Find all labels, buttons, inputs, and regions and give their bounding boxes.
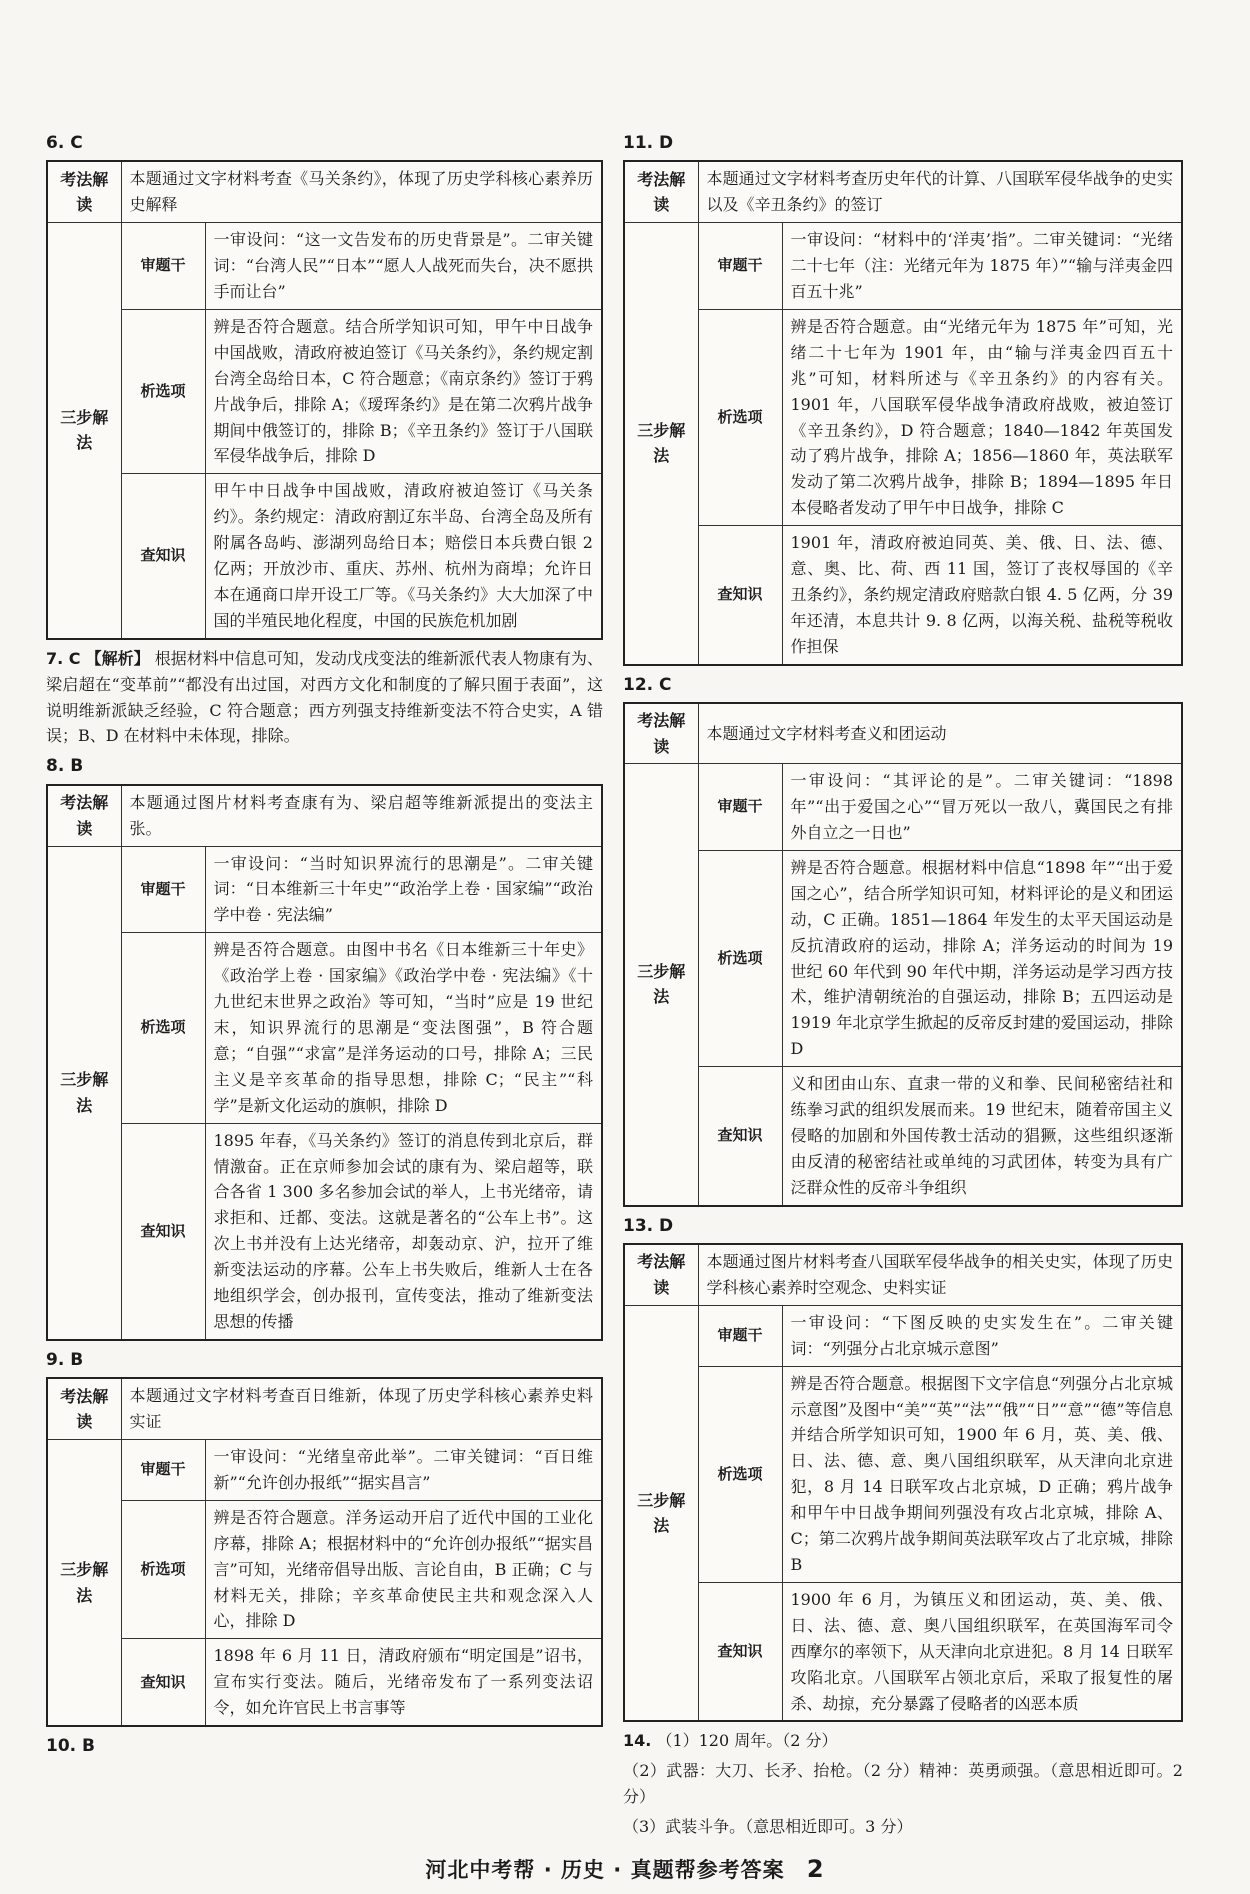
q13-table	[623, 1243, 1183, 1722]
chazhishi-label: 查知识	[121, 1639, 205, 1726]
footer-title: 河北中考帮 · 历史 · 真题帮参考答案	[425, 1858, 785, 1882]
q6-kaofa: 本题通过文字材料考查《马关条约》，体现了历史学科核心素养历史解释	[121, 161, 602, 222]
sanbu-label: 三步解法	[47, 1440, 121, 1727]
q14-line2: （2）武器：大刀、长矛、抬枪。（2 分）精神：英勇顽强。（意思相近即可。2 分）	[623, 1761, 1183, 1807]
q6-chazhishi: 甲午中日战争中国战败，清政府被迫签订《马关条约》。条约规定：清政府割辽东半岛、台湾全岛及所有附属各岛屿、澎湖列岛给日本；赔偿日本兵费白银 2 亿两；开放沙市、重庆、苏州、杭州为商埠；允许日本在通商口岸开设工厂等。《马关条约》大大加深了中国的半殖民地化程度，中国的民族危机加剧	[205, 474, 602, 639]
chazhishi-label: 查知识	[698, 526, 782, 665]
kaofa-label: 考法解读	[47, 785, 121, 846]
q10-head: 10. B	[46, 1736, 95, 1757]
q11-kaofa: 本题通过文字材料考查历史年代的计算、八国联军侵华战争的史实以及《辛丑条约》的签订	[698, 161, 1182, 222]
chazhishi-label: 查知识	[698, 1582, 782, 1721]
q12-shentigan: 一审设问：“其评论的是”。二审关键词：“1898 年”“出于爱国之心”“冒万死以一敌八，冀国民之有排外自立之一日也”	[782, 764, 1182, 851]
q11-xixuanxiang: 辨是否符合题意。由“光绪元年为 1875 年”可知，光绪二十七年为 1901 年，由“输与洋夷金四百五十兆”可知，材料所述与《辛丑条约》的内容有关。1901 年，八国联军侵华战争清政府战败，被迫签订《辛丑条约》，D 符合题意；1840—1842 年英国发动了鸦片战争，排除 A；1856—1860 年，英法联军发动了第二次鸦片战争，排除 B；1894—1895 年日本侵略者发动了甲午中日战争，排除 C	[782, 309, 1182, 525]
left-column	[46, 128, 603, 1763]
right-column	[623, 128, 1183, 1844]
chazhishi-label: 查知识	[698, 1067, 782, 1206]
q9-table	[46, 1377, 603, 1727]
shentigan-label: 审题干	[698, 764, 782, 851]
q13-kaofa: 本题通过图片材料考查八国联军侵华战争的相关史实，体现了历史学科核心素养时空观念、史料实证	[698, 1244, 1182, 1305]
q6-table	[46, 160, 603, 639]
shentigan-label: 审题干	[121, 223, 205, 310]
sanbu-label: 三步解法	[47, 223, 121, 639]
q8-table	[46, 784, 603, 1341]
q9-xixuanxiang: 辨是否符合题意。洋务运动开启了近代中国的工业化序幕，排除 A；根据材料中的“允许创办报纸”“据实昌言”可知，光绪帝倡导出版、言论自由，B 正确；C 与材料无关，排除；辛亥革命使民主共和观念深入人心，排除 D	[205, 1500, 602, 1639]
kaofa-label: 考法解读	[624, 1244, 698, 1305]
shentigan-label: 审题干	[121, 846, 205, 933]
q12-head: 12. C	[623, 674, 672, 695]
q8-chazhishi: 1895 年春，《马关条约》签订的消息传到北京后，群情激奋。正在京师参加会试的康有为、梁启超等，联合各省 1 300 多名参加会试的举人，上书光绪帝，请求拒和、迁都、变法。这就是著名的“公车上书”。这次上书并没有上达光绪帝，却轰动京、沪，拉开了维新变法运动的序幕。公车上书失败后，维新人士在各地组织学会，创办报刊，宣传变法，推动了维新变法思想的传播	[205, 1123, 602, 1340]
kaofa-label: 考法解读	[624, 703, 698, 764]
q11-shentigan: 一审设问：“材料中的‘洋夷’指”。二审关键词：“光绪二十七年（注：光绪元年为 1875 年）”“输与洋夷金四百五十兆”	[782, 223, 1182, 310]
q11-chazhishi: 1901 年，清政府被迫同英、美、俄、日、法、德、意、奥、比、荷、西 11 国，签订了丧权辱国的《辛丑条约》，条约规定清政府赔款白银 4. 5 亿两，分 39 年还清，本息共计 9. 8 亿两，以海关税、盐税等税收作担保	[782, 526, 1182, 665]
q9-chazhishi: 1898 年 6 月 11 日，清政府颁布“明定国是”诏书，宣布实行变法。随后，光绪帝发布了一系列变法诏令，如允许官民上书言事等	[205, 1639, 602, 1726]
shentigan-label: 审题干	[698, 223, 782, 310]
xixuanxiang-label: 析选项	[121, 309, 205, 473]
q9-head: 9. B	[46, 1349, 84, 1370]
shentigan-label: 审题干	[121, 1440, 205, 1501]
q6-xixuanxiang: 辨是否符合题意。结合所学知识可知，甲午中日战争中国战败，清政府被迫签订《马关条约》，条约规定割台湾全岛给日本，C 符合题意；《南京条约》签订于鸦片战争后，排除 A；《瑷珲条约》是在第二次鸦片战争期间中俄签订的，排除 B；《辛丑条约》签订于八国联军侵华战争后，排除 D	[205, 309, 602, 473]
q14-line3: （3）武装斗争。（意思相近即可。3 分）	[623, 1817, 913, 1837]
q7-tag: 【解析】	[85, 648, 150, 668]
chazhishi-label: 查知识	[121, 1123, 205, 1340]
q8-kaofa: 本题通过图片材料考查康有为、梁启超等维新派提出的变法主张。	[121, 785, 602, 846]
q11-head: 11. D	[623, 133, 674, 153]
kaofa-label: 考法解读	[624, 161, 698, 222]
q12-chazhishi: 义和团由山东、直隶一带的义和拳、民间秘密结社和练拳习武的组织发展而来。19 世纪末，随着帝国主义侵略的加剧和外国传教士活动的猖獗，这些组织逐渐由反清的秘密结社或单纯的习武团体，转变为具有广泛群众性的反帝斗争组织	[782, 1067, 1182, 1206]
xixuanxiang-label: 析选项	[121, 933, 205, 1123]
q8-head: 8. B	[46, 756, 84, 777]
q13-shentigan: 一审设问：“下图反映的史实发生在”。二审关键词：“列强分占北京城示意图”	[782, 1305, 1182, 1366]
q14-head: 14.	[623, 1731, 652, 1751]
kaofa-label: 考法解读	[47, 161, 121, 222]
q12-table	[623, 702, 1183, 1207]
sanbu-label: 三步解法	[624, 1305, 698, 1721]
q13-chazhishi: 1900 年 6 月，为镇压义和团运动，英、美、俄、日、法、德、意、奥八国组织联军，在英国海军司令西摩尔的率领下，从天津向北京进犯。8 月 14 日联军攻陷北京。八国联军占领北京后，采取了报复性的屠杀、劫掠，充分暴露了侵略者的凶恶本质	[782, 1582, 1182, 1721]
q12-xixuanxiang: 辨是否符合题意。根据材料中信息“1898 年”“出于爱国之心”，结合所学知识可知，材料评论的是义和团运动，C 正确。1851—1864 年发生的太平天国运动是反抗清政府的运动，排除 A；洋务运动的时间为 19 世纪 60 年代到 90 年代中期，洋务运动是学习西方技术，维护清朝统治的自强运动，排除 B；五四运动是 1919 年北京学生掀起的反帝反封建的爱国运动，排除 D	[782, 850, 1182, 1066]
xixuanxiang-label: 析选项	[698, 1366, 782, 1582]
xixuanxiang-label: 析选项	[121, 1500, 205, 1639]
q14-block	[623, 1728, 1183, 1754]
shentigan-label: 审题干	[698, 1305, 782, 1366]
page-footer	[0, 1851, 1250, 1888]
sanbu-label: 三步解法	[47, 846, 121, 1340]
q11-table	[623, 160, 1183, 665]
chazhishi-label: 查知识	[121, 474, 205, 639]
sanbu-label: 三步解法	[624, 223, 698, 665]
xixuanxiang-label: 析选项	[698, 309, 782, 525]
q9-shentigan: 一审设问：“光绪皇帝此举”。二审关键词：“百日维新”“允许创办报纸”“据实昌言”	[205, 1440, 602, 1501]
kaofa-label: 考法解读	[47, 1378, 121, 1439]
xixuanxiang-label: 析选项	[698, 850, 782, 1066]
q6-head: 6. C	[46, 133, 83, 153]
q7-paragraph	[46, 646, 603, 750]
page-number: 2	[806, 1855, 825, 1883]
q12-kaofa: 本题通过文字材料考查义和团运动	[698, 703, 1182, 764]
q13-head: 13. D	[623, 1215, 674, 1236]
q14-line1: （1）120 周年。（2 分）	[656, 1731, 838, 1751]
q7-text: 根据材料中信息可知，发动戊戌变法的维新派代表人物康有为、梁启超在“变革前”“都没有出过国，对西方文化和制度的了解只囿于表面”，这说明维新派缺乏经验，C 符合题意；西方列强支持维新变法不符合史实，A 错误；B、D 在材料中未体现，排除。	[46, 648, 603, 746]
q6-shentigan: 一审设问：“这一文告发布的历史背景是”。二审关键词：“台湾人民”“日本”“愿人人战死而失台，决不愿拱手而让台”	[205, 223, 602, 310]
sanbu-label: 三步解法	[624, 764, 698, 1206]
q13-xixuanxiang: 辨是否符合题意。根据图下文字信息“列强分占北京城示意图”及图中“美”“英”“法”“俄”“日”“意”“德”等信息并结合所学知识可知，1900 年 6 月，英、美、俄、日、法、德、意、奥八国组织联军，从天津向北京进犯，8 月 14 日联军攻占北京城，D 正确；鸦片战争和甲午中日战争期间列强没有攻占北京城，排除 A、C；第二次鸦片战争期间英法联军攻占了北京城，排除 B	[782, 1366, 1182, 1582]
q8-shentigan: 一审设问：“当时知识界流行的思潮是”。二审关键词：“日本维新三十年史”“政治学上卷 · 国家编”“政治学中卷 · 宪法编”	[205, 846, 602, 933]
q8-xixuanxiang: 辨是否符合题意。由图中书名《日本维新三十年史》《政治学上卷 · 国家编》《政治学中卷 · 宪法编》《十九世纪末世界之政治》等可知，“当时”应是 19 世纪末，知识界流行的思潮是“变法图强”，B 符合题意；“自强”“求富”是洋务运动的口号，排除 A；三民主义是辛亥革命的指导思想，排除 C；“民主”“科学”是新文化运动的旗帜，排除 D	[205, 933, 602, 1123]
q7-num: 7. C	[46, 648, 81, 668]
q9-kaofa: 本题通过文字材料考查百日维新，体现了历史学科核心素养史料实证	[121, 1378, 602, 1439]
